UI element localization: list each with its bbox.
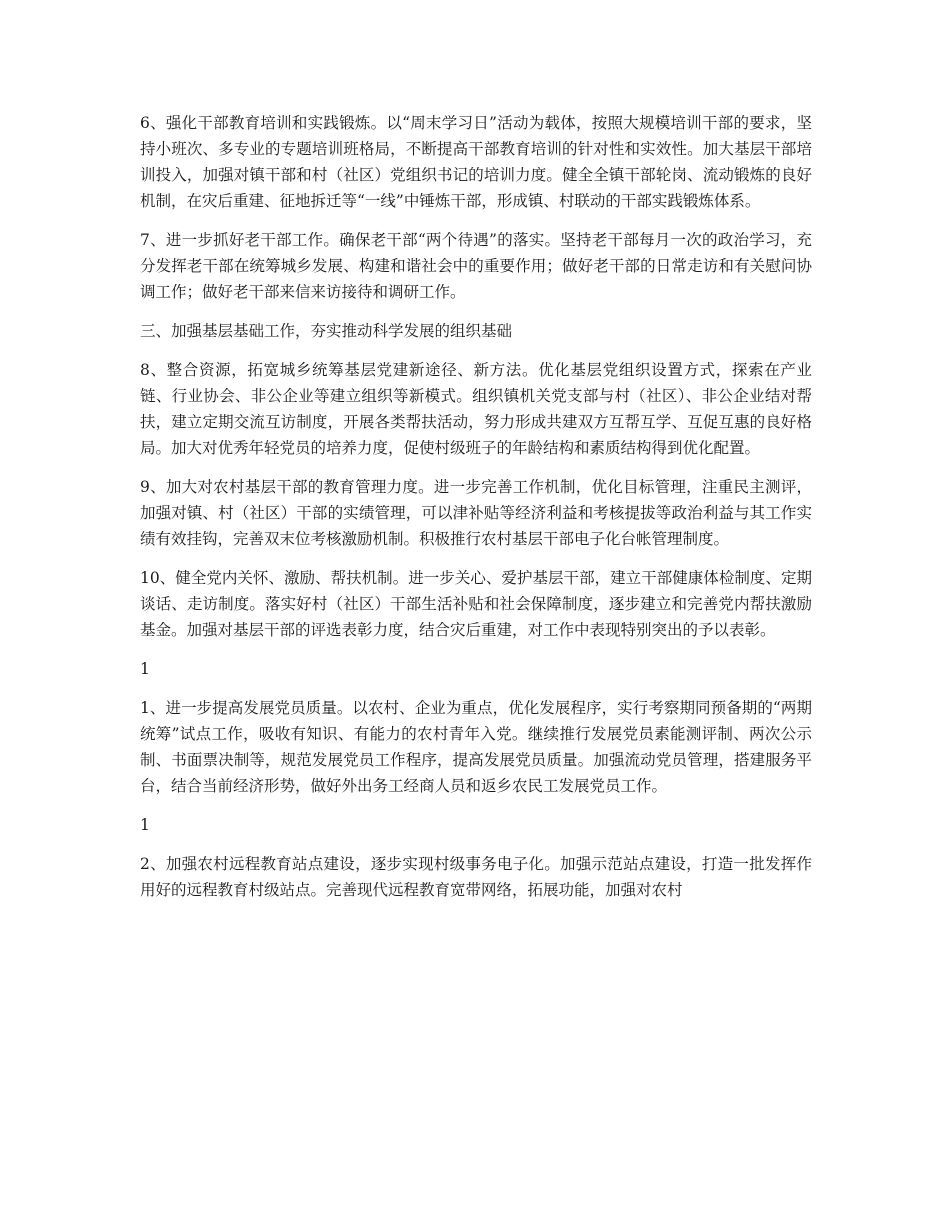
paragraph-item-2-remote-education: 2、加强农村远程教育站点建设，逐步实现村级事务电子化。加强示范站点建设，打造一批发挥作用好的远程教育村级站点。完善现代远程教育宽带网络，拓展功能，加强对农村 bbox=[140, 855, 812, 899]
paragraph-item-7-veteran-cadres: 7、进一步抓好老干部工作。确保老干部“两个待遇”的落实。坚持老干部每月一次的政治学习，充分发挥老干部在统筹城乡发展、构建和谐社会中的重要作用；做好老干部的日常走访和有关慰问协调工作；做好老干部来信来访接待和调研工作。 bbox=[140, 231, 812, 301]
paragraph-item-6-cadre-training: 6、强化干部教育培训和实践锻炼。以“周末学习日”活动为载体，按照大规模培训干部的要求，坚持小班次、多专业的专题培训班格局，不断提高干部教育培训的针对性和实效性。加大基层干部培训投入，加强对镇干部和村（社区）党组织书记的培训力度。健全全镇干部轮岗、流动锻炼的良好机制，在灾后重建、征地拆迁等“一线”中锤炼干部，形成镇、村联动的干部实践锻炼体系。 bbox=[140, 114, 812, 210]
paragraph-item-8-resource-integration: 8、整合资源，拓宽城乡统筹基层党建新途径、新方法。优化基层党组织设置方式，探索在产业链、行业协会、非公企业等建立组织等新模式。组织镇机关党支部与村（社区）、非公企业结对帮扶，建立定期交流互访制度，开展各类帮扶活动，努力形成共建双方互帮互学、互促互惠的良好格局。加大对优秀年轻党员的培养力度，促使村级班子的年龄结构和素质结构得到优化配置。 bbox=[140, 361, 812, 457]
paragraph-item-10-care-mechanism: 10、健全党内关怀、激励、帮扶机制。进一步关心、爱护基层干部，建立干部健康体检制度、定期谈话、走访制度。落实好村（社区）干部生活补贴和社会保障制度，逐步建立和完善党内帮扶激励基金。加强对基层干部的评选表彰力度，结合灾后重建，对工作中表现特别突出的予以表彰。 bbox=[140, 569, 812, 639]
document-page bbox=[140, 110, 812, 916]
section-heading-3: 三、加强基层基础工作，夯实推动科学发展的组织基础 bbox=[140, 322, 513, 340]
standalone-number: 1 bbox=[140, 660, 150, 678]
paragraph-item-9-rural-cadre-management: 9、加大对农村基层干部的教育管理力度。进一步完善工作机制，优化目标管理，注重民主测评，加强对镇、村（社区）干部的实绩管理，可以津补贴等经济利益和考核提拔等政治利益与其工作实绩有效挂钩，完善双末位考核激励机制。积极推行农村基层干部电子化台帐管理制度。 bbox=[140, 478, 812, 548]
paragraph-item-1-party-member-quality: 1、进一步提高发展党员质量。以农村、企业为重点，优化发展程序，实行考察期同预备期的“两期统筹”试点工作，吸收有知识、有能力的农村青年入党。继续推行发展党员素能测评制、两次公示制、书面票决制等，规范发展党员工作程序，提高发展党员质量。加强流动党员管理，搭建服务平台，结合当前经济形势，做好外出务工经商人员和返乡农民工发展党员工作。 bbox=[140, 699, 812, 795]
standalone-number: 1 bbox=[140, 816, 150, 834]
